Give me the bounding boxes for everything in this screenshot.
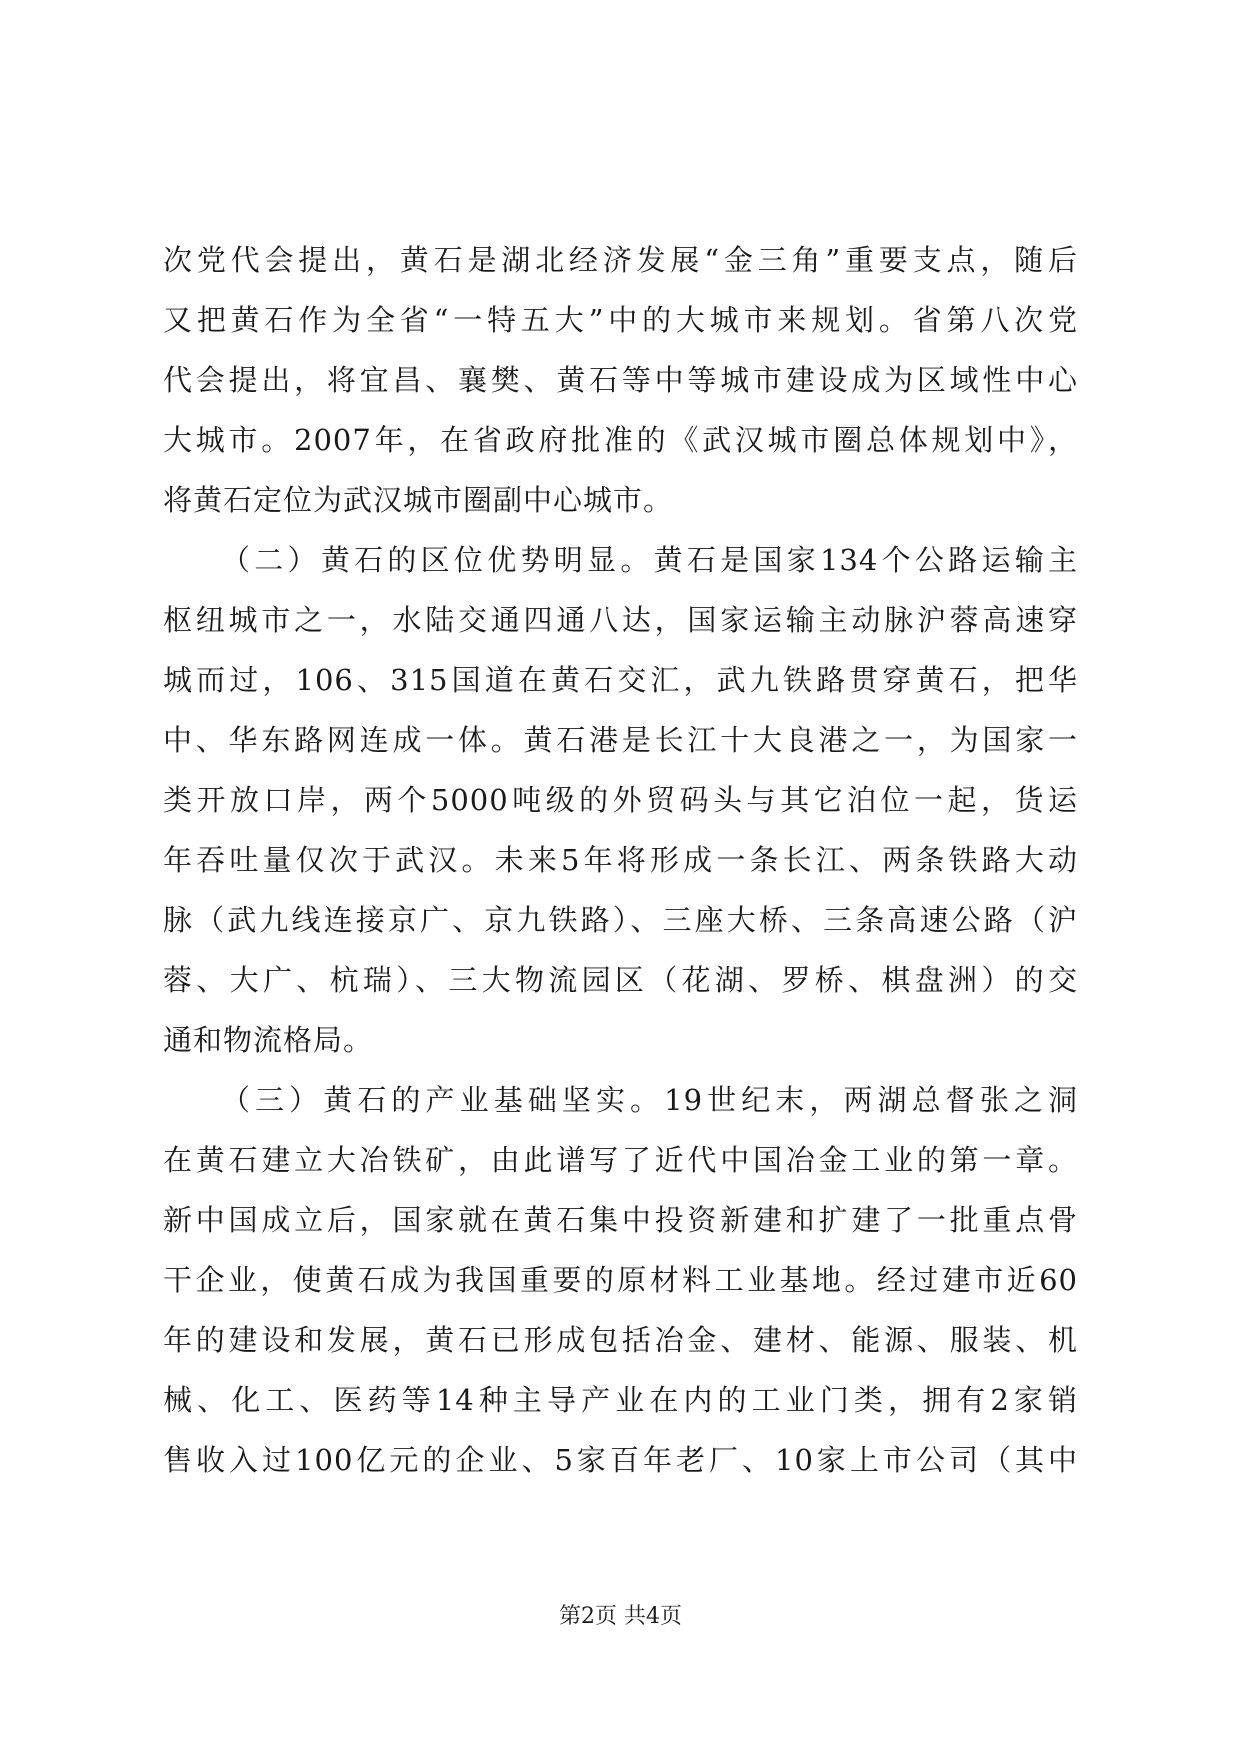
text-line: 干企业，使黄石成为我国重要的原材料工业基地。经过建市近60: [163, 1263, 1078, 1297]
text-line: 在黄石建立大冶铁矿，由此谱写了近代中国冶金工业的第一章。: [163, 1143, 1078, 1177]
text-line: （三）黄石的产业基础坚实。19世纪末，两湖总督张之洞: [221, 1083, 1078, 1117]
text-line: 新中国成立后，国家就在黄石集中投资新建和扩建了一批重点骨: [163, 1203, 1078, 1237]
text-line: 通和物流格局。: [163, 1023, 374, 1057]
text-line: 大城市。2007年，在省政府批准的《武汉城市圈总体规划中》，: [163, 423, 1078, 457]
text-line: 售收入过100亿元的企业、5家百年老厂、10家上市公司（其中: [163, 1443, 1078, 1477]
text-line: 代会提出，将宜昌、襄樊、黄石等中等城市建设成为区域性中心: [163, 363, 1078, 397]
page-footer: [0, 1602, 1241, 1632]
text-line: 年吞吐量仅次于武汉。未来5年将形成一条长江、两条铁路大动: [163, 843, 1078, 877]
text-line: （二）黄石的区位优势明显。黄石是国家134个公路运输主: [221, 543, 1078, 577]
text-line: 年的建设和发展，黄石已形成包括冶金、建材、能源、服装、机: [163, 1323, 1078, 1357]
text-line: 中、华东路网连成一体。黄石港是长江十大良港之一，为国家一: [163, 723, 1078, 757]
text-line: 脉（武九线连接京广、京九铁路）、三座大桥、三条高速公路（沪: [163, 903, 1078, 937]
text-line: 城而过，106、315国道在黄石交汇，武九铁路贯穿黄石，把华: [163, 663, 1078, 697]
text-line: 又把黄石作为全省“一特五大”中的大城市来规划。省第八次党: [163, 303, 1078, 337]
text-line: 次党代会提出，黄石是湖北经济发展“金三角”重要支点，随后: [163, 243, 1078, 277]
text-line: 枢纽城市之一，水陆交通四通八达，国家运输主动脉沪蓉高速穿: [163, 603, 1078, 637]
text-line: 蓉、大广、杭瑞）、三大物流园区（花湖、罗桥、棋盘洲）的交: [163, 963, 1078, 997]
text-line: 将黄石定位为武汉城市圈副中心城市。: [163, 483, 674, 517]
page-number-label: 第2页 共4页: [559, 1604, 682, 1629]
text-line: 械、化工、医药等14种主导产业在内的工业门类，拥有2家销: [163, 1383, 1078, 1417]
text-line: 类开放口岸，两个5000吨级的外贸码头与其它泊位一起，货运: [163, 783, 1078, 817]
body-text: [163, 230, 1078, 1490]
